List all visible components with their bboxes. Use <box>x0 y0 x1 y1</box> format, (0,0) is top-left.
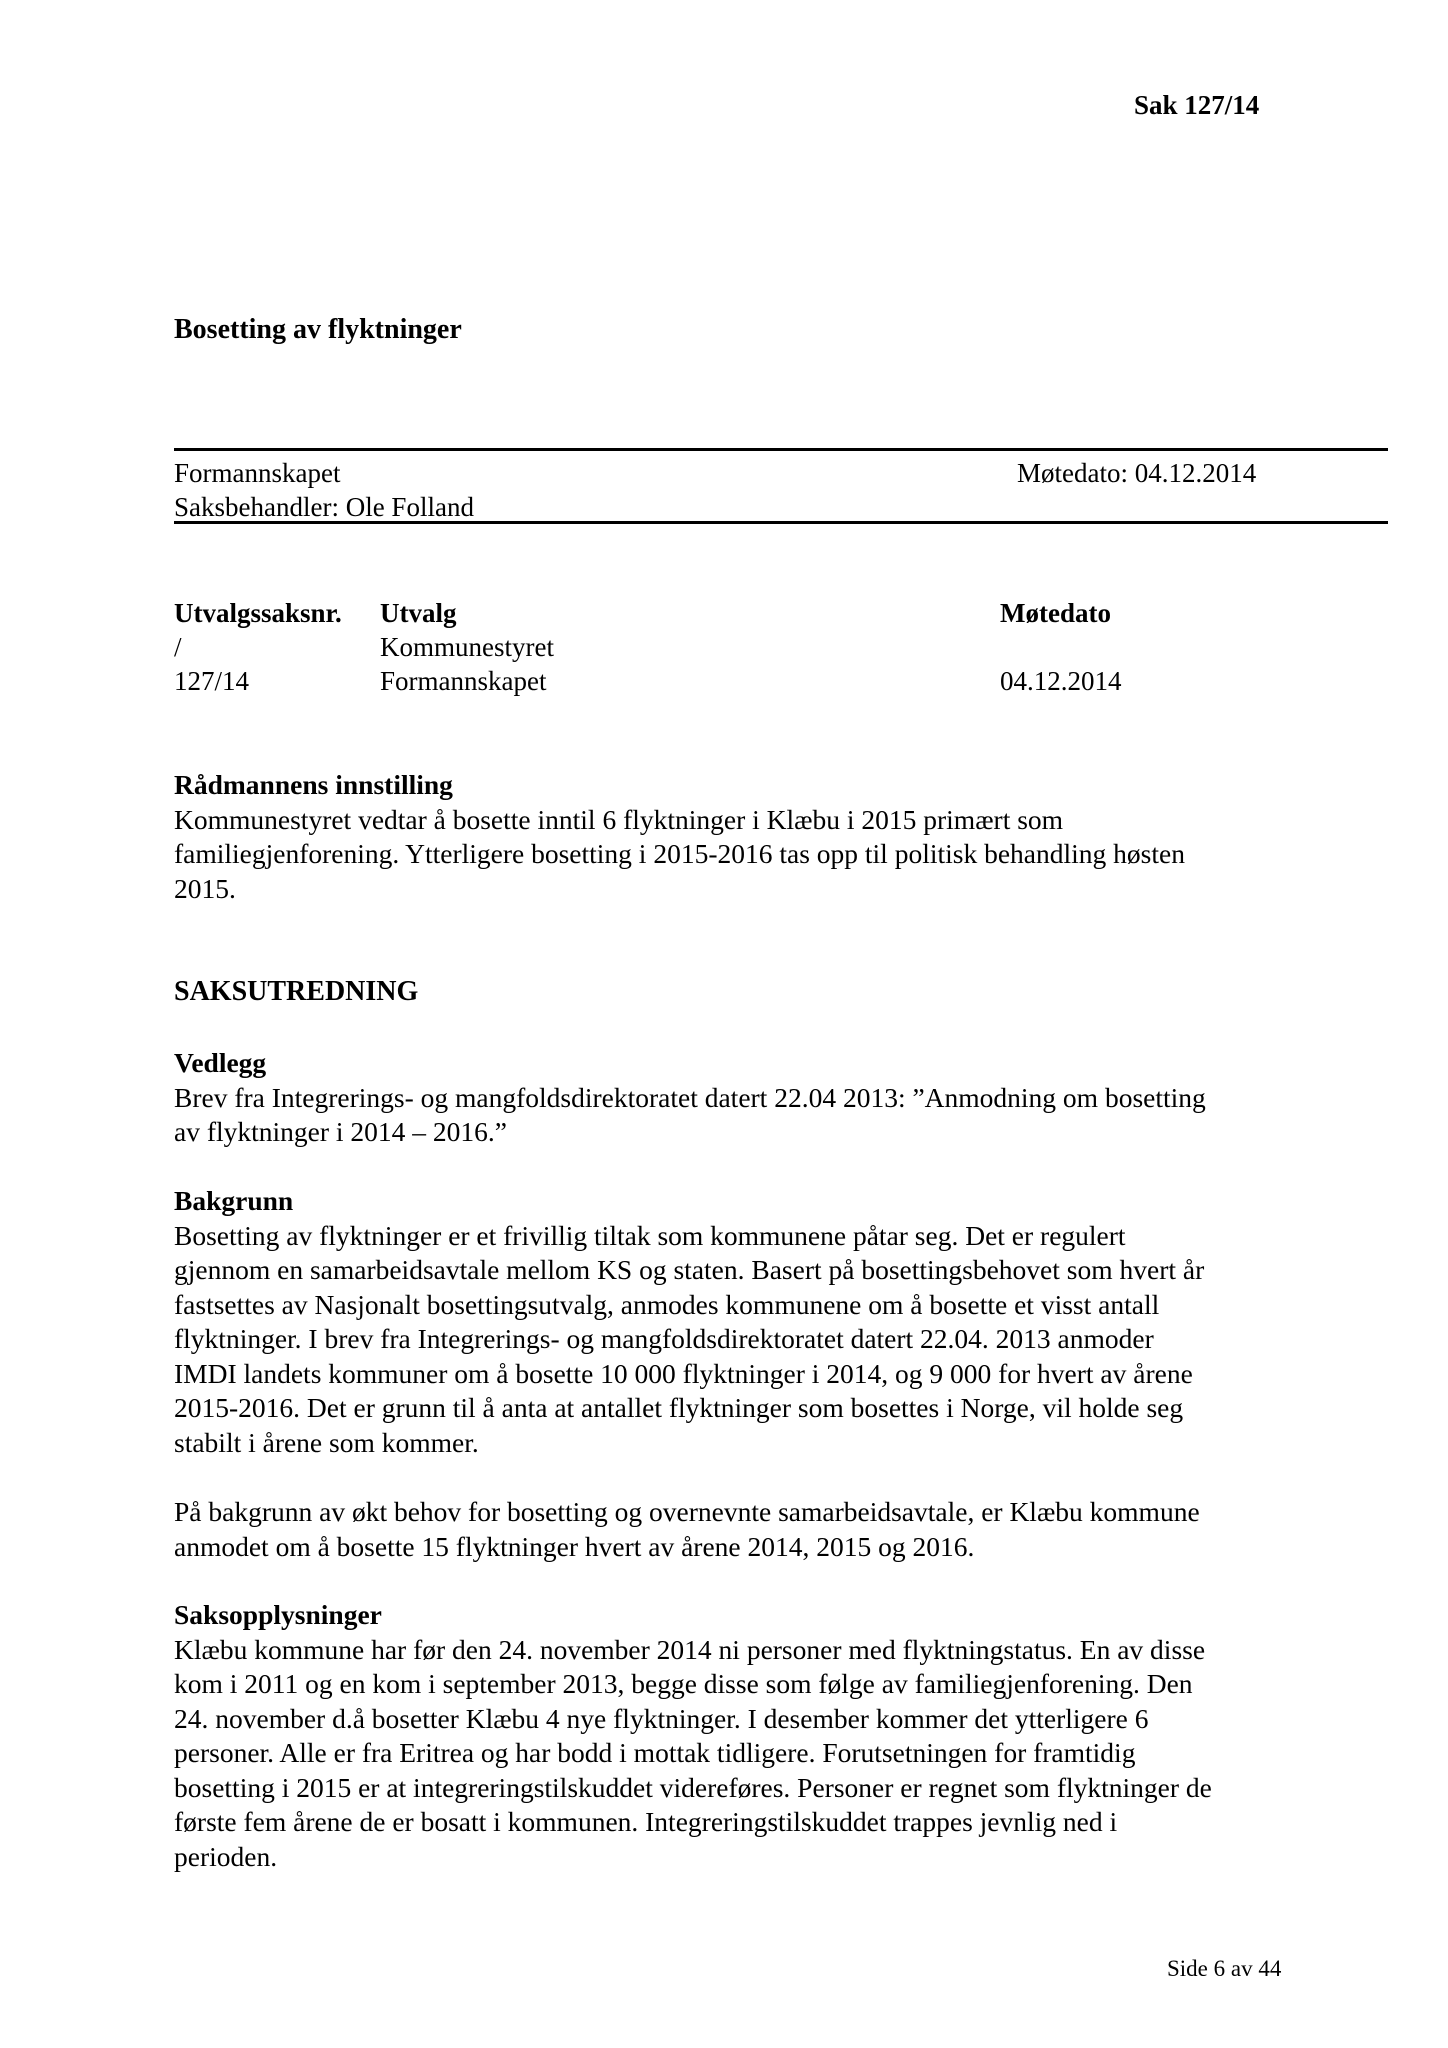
meta-top-rule <box>174 448 1388 451</box>
case-info-line: 24. november d.å bosetter Klæbu 4 nye flyktninger. I desember kommer det ytterligere 6 <box>174 1702 1149 1734</box>
recommendation-line: familiegjenforening. Ytterligere bosetting i 2015-2016 tas opp til politisk behandling høsten <box>174 838 1185 869</box>
attachments-line: Brev fra Integrerings- og mangfoldsdirektoratet datert 22.04 2013: ”Anmodning om bosetting <box>174 1081 1206 1113</box>
recommendation-section <box>174 768 1334 906</box>
background-line: fastsettes av Nasjonalt bosettingsutvalg, anmodes kommunene om å bosette et visst antall <box>174 1288 1160 1320</box>
case-info-line: personer. Alle er fra Eritrea og har bodd i mottak tidligere. Forutsetningen for framtidig <box>174 1737 1136 1768</box>
case-info-line: perioden. <box>174 1840 278 1872</box>
table-header-case-no: Utvalgssaksnr. <box>174 598 342 628</box>
background-line: 2015-2016. Det er grunn til å anta at antallet flyktninger som bosettes i Norge, vil holde seg <box>174 1392 1184 1423</box>
case-reference: Sak 127/14 <box>1134 90 1260 120</box>
background-line: stabilt i årene som kommer. <box>174 1426 479 1458</box>
case-info-line: første fem årene de er bosatt i kommunen. Integreringstilskuddet trappes jevnlig ned i <box>174 1806 1118 1837</box>
recommendation-heading: Rådmannens innstilling <box>174 769 453 800</box>
table-header-committee: Utvalg <box>380 598 457 628</box>
meta-meeting-date: Møtedato: 04.12.2014 <box>1017 458 1257 488</box>
case-info-heading: Saksopplysninger <box>174 1599 382 1630</box>
background-paragraph-2 <box>174 1495 1334 1564</box>
document-title: Bosetting av flyktninger <box>174 314 462 345</box>
meta-case-officer: Saksbehandler: Ole Folland <box>174 492 474 522</box>
table-cell-case-no: 127/14 <box>174 666 250 696</box>
recommendation-line: Kommunestyret vedtar å bosette inntil 6 flyktninger i Klæbu i 2015 primært som <box>174 803 1064 835</box>
background-line: På bakgrunn av økt behov for bosetting og overnevnte samarbeidsavtale, er Klæbu kommune <box>174 1496 1200 1527</box>
table-cell-committee: Formannskapet <box>380 666 547 696</box>
background-line: anmodet om å bosette 15 flyktninger hvert av årene 2014, 2015 og 2016. <box>174 1530 975 1562</box>
recommendation-line: 2015. <box>174 872 236 904</box>
page-number: Side 6 av 44 <box>1167 1956 1282 1981</box>
background-line: gjennom en samarbeidsavtale mellom KS og staten. Basert på bosettingsbehovet som hvert år <box>174 1254 1205 1285</box>
case-info-section <box>174 1598 1334 1874</box>
table-header-meeting-date: Møtedato <box>1000 598 1111 628</box>
section-title: SAKSUTREDNING <box>174 976 419 1007</box>
case-info-line: bosetting i 2015 er at integreringstilskuddet videreføres. Personer er regnet som flyktninger de <box>174 1771 1212 1803</box>
background-line: IMDI landets kommuner om å bosette 10 000 flyktninger i 2014, og 9 000 for hvert av årene <box>174 1357 1193 1389</box>
attachments-line: av flyktninger i 2014 – 2016.” <box>174 1116 507 1147</box>
background-section <box>174 1184 1334 1460</box>
background-line: flyktninger. I brev fra Integrerings- og mangfoldsdirektoratet datert 22.04. 2013 anmoder <box>174 1323 1154 1354</box>
table-cell-meeting-date: 04.12.2014 <box>1000 666 1122 696</box>
table-cell-case-no: / <box>174 632 182 662</box>
table-cell-committee: Kommunestyret <box>380 632 554 662</box>
meta-bottom-rule <box>174 521 1388 524</box>
case-info-line: kom i 2011 og en kom i september 2013, begge disse som følge av familiegjenforening. Den <box>174 1668 1193 1699</box>
background-heading: Bakgrunn <box>174 1185 294 1216</box>
attachments-section <box>174 1046 1334 1150</box>
meta-body: Formannskapet <box>174 458 341 488</box>
case-info-line: Klæbu kommune har før den 24. november 2014 ni personer med flyktningstatus. En av disse <box>174 1633 1206 1665</box>
attachments-heading: Vedlegg <box>174 1047 267 1078</box>
background-line: Bosetting av flyktninger er et frivillig tiltak som kommunene påtar seg. Det er regulert <box>174 1219 1126 1251</box>
